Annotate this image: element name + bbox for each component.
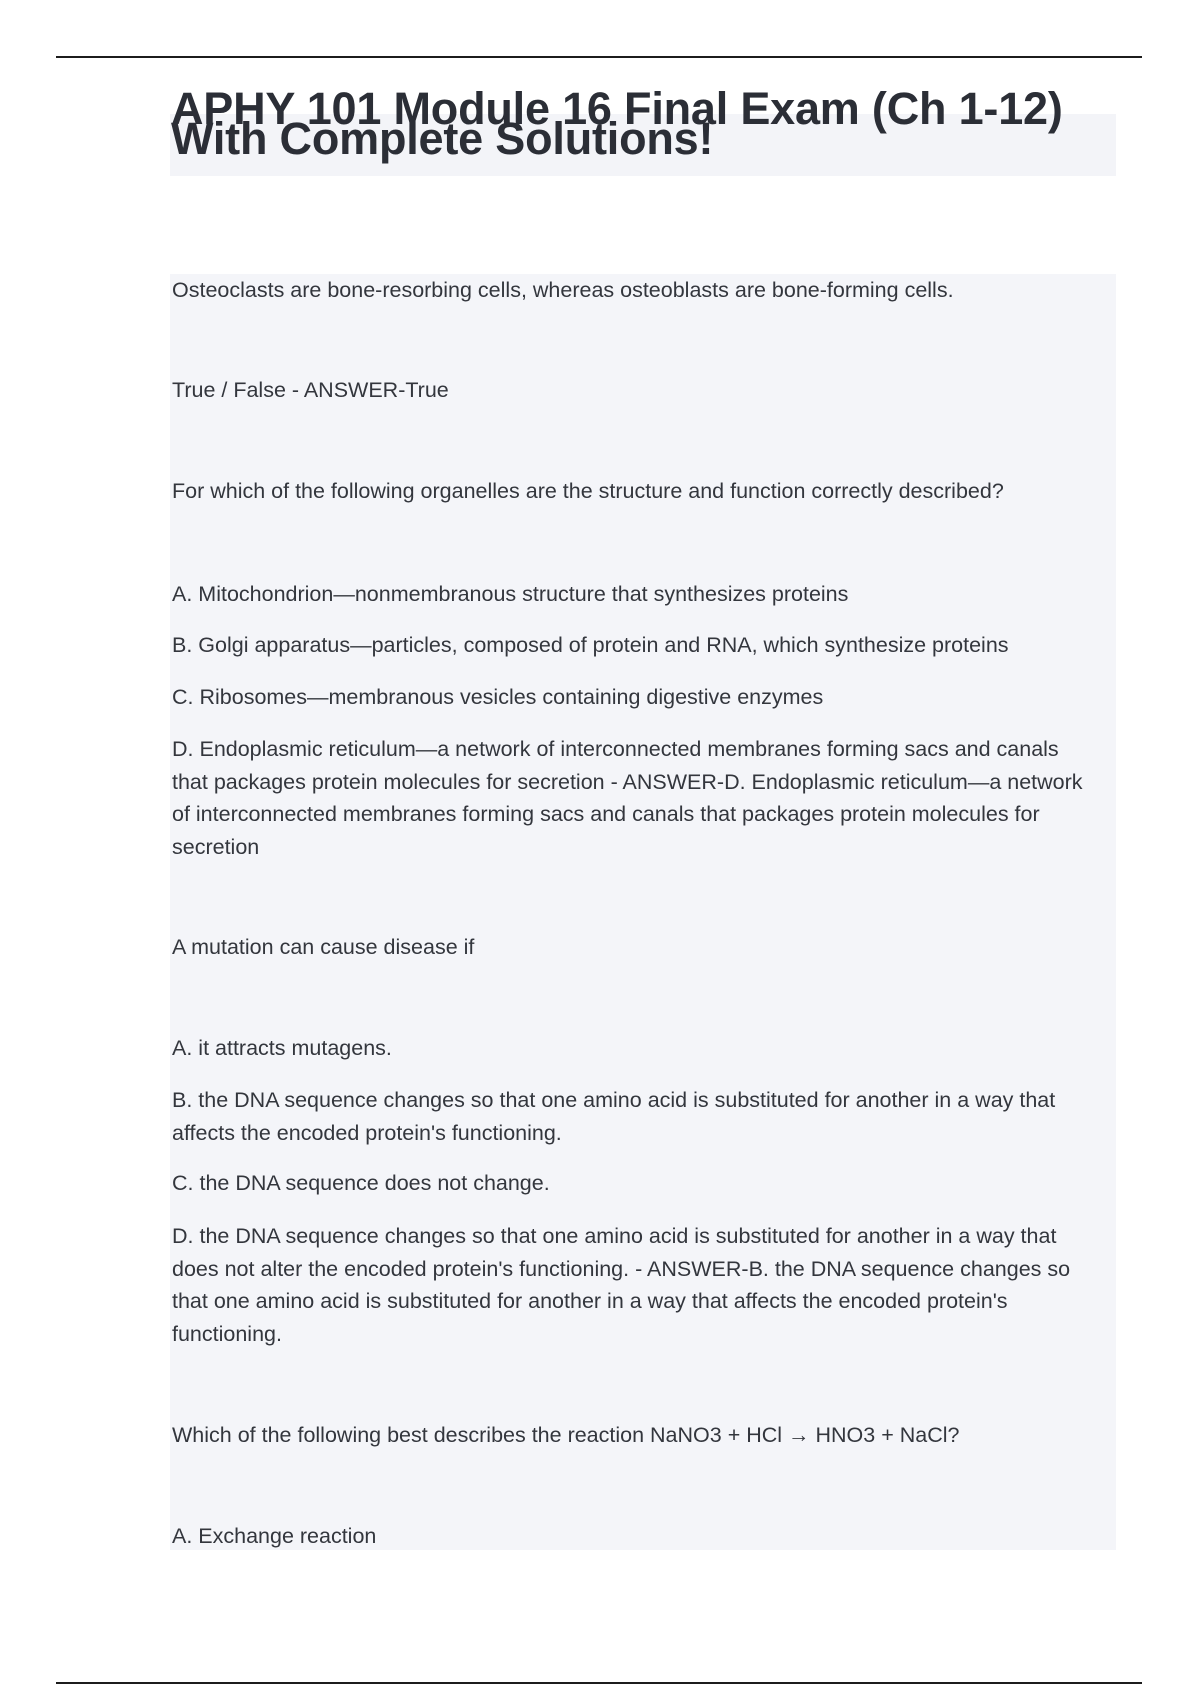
bottom-rule	[56, 1682, 1142, 1684]
paragraph-answer-true-false: True / False - ANSWER-True	[172, 378, 449, 402]
content-highlight	[170, 274, 1116, 1550]
option-a-mutagens: A. it attracts mutagens.	[172, 1036, 392, 1060]
option-d-er-answer: D. Endoplasmic reticulum—a network of interconnected membranes forming sacs and canals that packages protein molecules for secretion - ANSWER-D. Endoplasmic reticulum—a network of interconnected membranes forming sacs and canals that packages protein molecules for secretion	[172, 737, 1083, 859]
option-b-dna-affects: B. the DNA sequence changes so that one amino acid is substituted for another in a way that affects the encoded protein's functioning.	[172, 1088, 1056, 1145]
option-c-ribosomes: C. Ribosomes—membranous vesicles containing digestive enzymes	[172, 685, 824, 709]
option-b-golgi: B. Golgi apparatus—particles, composed of protein and RNA, which synthesize proteins	[172, 633, 1009, 657]
option-d-dna-answer: D. the DNA sequence changes so that one amino acid is substituted for another in a way that does not alter the encoded protein's functioning. - ANSWER-B. the DNA sequence changes so that one amino acid is substituted for another in a way that affects the encoded protein's functioning.	[172, 1224, 1071, 1346]
option-a-exchange: A. Exchange reaction	[172, 1524, 377, 1548]
option-a-mitochondrion: A. Mitochondrion—nonmembranous structure that synthesizes proteins	[172, 582, 849, 606]
top-rule	[56, 56, 1142, 58]
paragraph-statement: Osteoclasts are bone-resorbing cells, whereas osteoblasts are bone-forming cells.	[172, 278, 954, 302]
paragraph-question-organelles: For which of the following organelles are the structure and function correctly described?	[172, 479, 1004, 503]
paragraph-question-reaction: Which of the following best describes the reaction NaNO3 + HCl → HNO3 + NaCl?	[172, 1423, 960, 1447]
paragraph-question-mutation: A mutation can cause disease if	[172, 935, 475, 959]
option-c-dna-no-change: C. the DNA sequence does not change.	[172, 1171, 550, 1195]
document-title: APHY 101 Module 16 Final Exam (Ch 1-12) With Complete Solutions!	[171, 83, 1063, 164]
